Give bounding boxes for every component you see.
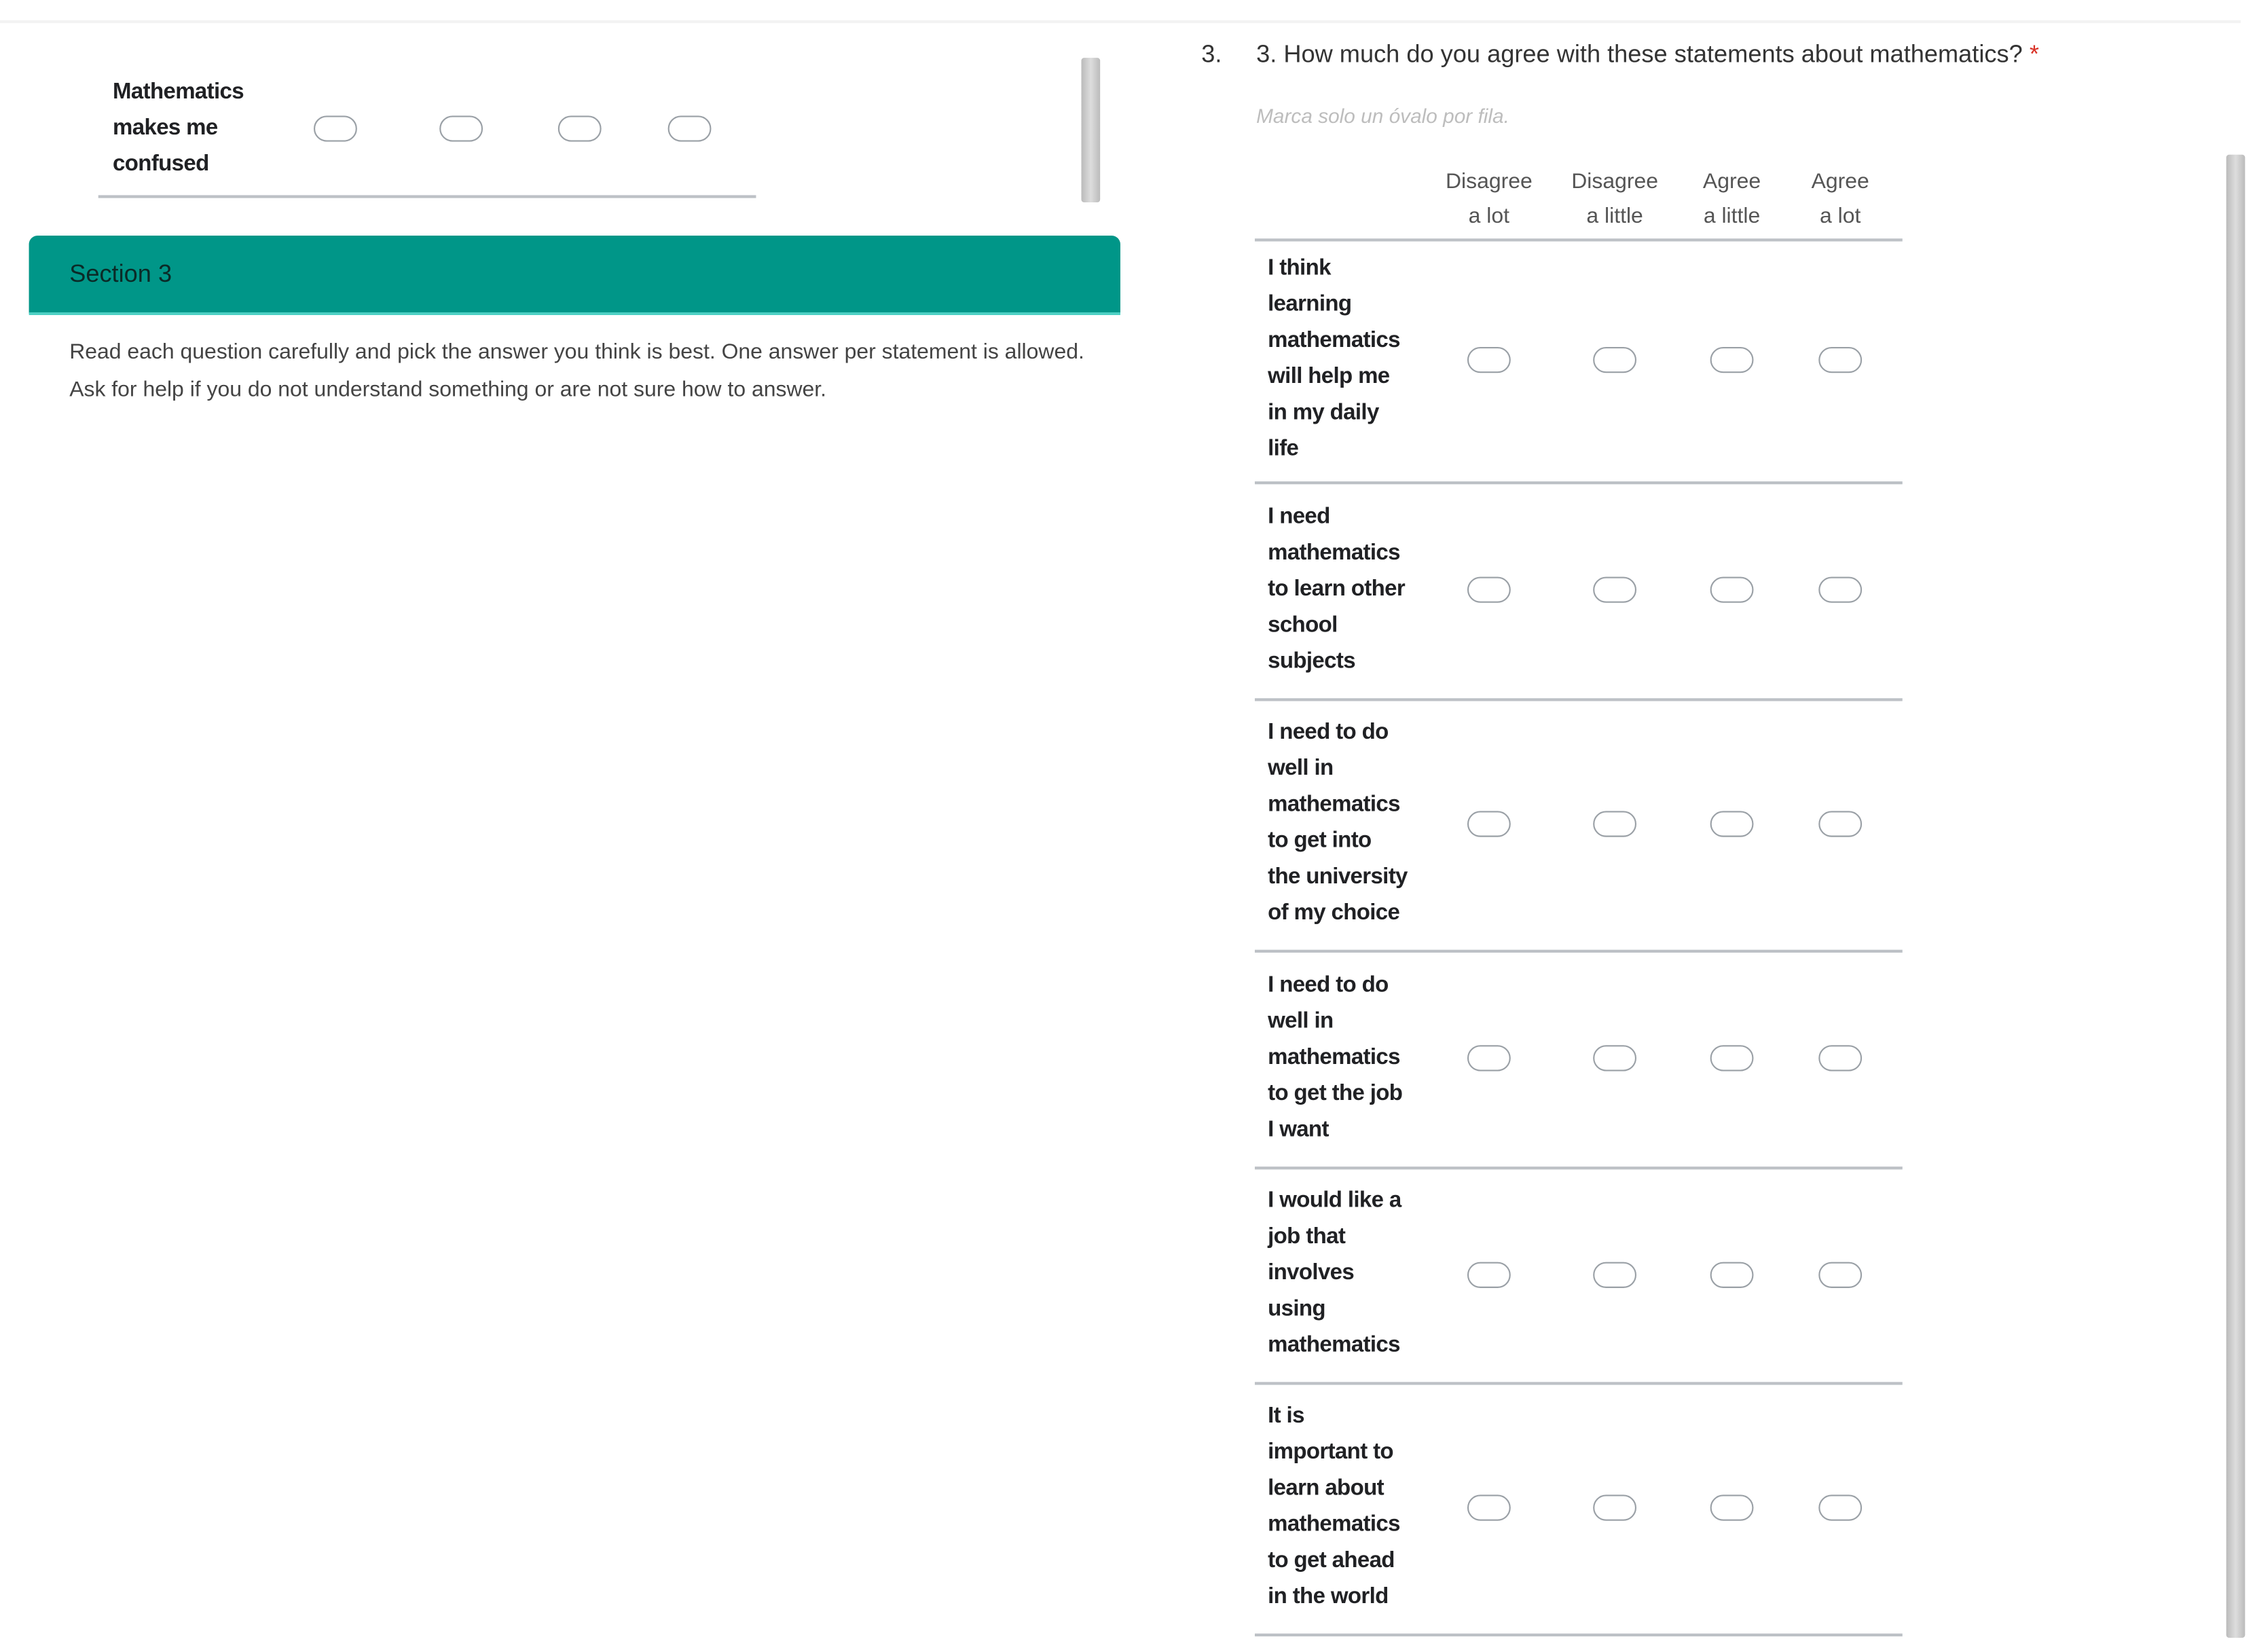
- radio-oval[interactable]: [1818, 347, 1862, 373]
- radio-oval[interactable]: [1467, 576, 1511, 602]
- grid-row-label-line: learn about: [1268, 1475, 1384, 1501]
- row-divider: [1255, 950, 1903, 953]
- grid-row-label: [1268, 714, 1408, 931]
- radio-oval[interactable]: [1710, 347, 1754, 373]
- question-text: 3. How much do you agree with these statements about mathematics?: [1256, 40, 2023, 69]
- grid-row-label-line: to get into: [1268, 828, 1372, 853]
- radio-oval[interactable]: [1710, 576, 1754, 602]
- radio-oval[interactable]: [1593, 1045, 1636, 1071]
- grid-row-label-line: mathematics: [1268, 1332, 1400, 1358]
- grid-row-label-line: subjects: [1268, 648, 1355, 674]
- grid-row-label-line: I think: [1268, 255, 1331, 281]
- grid-row-label-line: important to: [1268, 1439, 1393, 1465]
- grid-row-label-line: well in: [1268, 1008, 1334, 1033]
- radio-oval[interactable]: [1710, 811, 1754, 837]
- column-header-line: Disagree: [1445, 169, 1533, 194]
- grid-row-label-line: I want: [1268, 1116, 1329, 1141]
- grid-row-label-line: well in: [1268, 756, 1334, 781]
- grid-row-label-line: the university: [1268, 864, 1408, 889]
- grid-row-label-line: life: [1268, 436, 1299, 462]
- grid-row-label-line: job that: [1268, 1224, 1346, 1249]
- grid-row-label-line: learning: [1268, 292, 1352, 317]
- radio-oval[interactable]: [1818, 1494, 1862, 1520]
- grid-row-label-line: of my choice: [1268, 900, 1400, 925]
- radio-oval[interactable]: [1593, 811, 1636, 837]
- top-divider: [0, 20, 2241, 23]
- section-description: Read each question carefully and pick the answer you think is best. One answer per statement is allowed. Ask for help if you do not understand something or are not sure how to answer.: [69, 339, 1084, 401]
- column-header-line: a lot: [1820, 204, 1861, 229]
- grid-row-label-line: to learn other: [1268, 576, 1406, 601]
- section-header: [29, 236, 1120, 315]
- radio-oval[interactable]: [1467, 347, 1511, 373]
- radio-oval[interactable]: [314, 115, 357, 141]
- column-header-line: Agree: [1811, 169, 1869, 194]
- grid-row-label: [1268, 498, 1405, 678]
- question-number: 3.: [1201, 40, 1222, 69]
- column-header-line: Agree: [1702, 169, 1761, 194]
- grid-row-label: [1268, 1398, 1400, 1615]
- scrollbar-left[interactable]: [1081, 58, 1100, 202]
- radio-oval[interactable]: [558, 115, 602, 141]
- radio-oval[interactable]: [1467, 1494, 1511, 1520]
- grid-row-label-line: in the world: [1268, 1584, 1389, 1609]
- radio-oval[interactable]: [439, 115, 483, 141]
- question-title: [1256, 41, 2039, 70]
- radio-oval[interactable]: [1710, 1494, 1754, 1520]
- radio-oval[interactable]: [1593, 347, 1636, 373]
- radio-oval[interactable]: [1818, 576, 1862, 602]
- grid-row-label-line: I need to do: [1268, 972, 1389, 997]
- radio-oval[interactable]: [1818, 811, 1862, 837]
- prev-row-label: [113, 74, 244, 183]
- column-header: [1557, 165, 1672, 234]
- grid-row-label-line: mathematics: [1268, 792, 1400, 817]
- grid-row-label-line: mathematics: [1268, 328, 1400, 353]
- radio-oval[interactable]: [1710, 1045, 1754, 1071]
- row-divider: [1255, 481, 1903, 484]
- radio-oval[interactable]: [1710, 1262, 1754, 1287]
- grid-row-label-line: I need to do: [1268, 720, 1389, 745]
- row-divider: [1255, 1634, 1903, 1636]
- radio-oval[interactable]: [1818, 1262, 1862, 1287]
- grid-row-label-line: I need: [1268, 503, 1330, 529]
- grid-row-label-line: It is: [1268, 1403, 1304, 1429]
- section-title: Section 3: [69, 260, 172, 288]
- column-header: [1674, 165, 1789, 234]
- required-mark: *: [2029, 40, 2039, 69]
- column-header: [1782, 165, 1898, 234]
- scrollbar-right[interactable]: [2226, 155, 2245, 1638]
- grid-row-label-line: involves: [1268, 1260, 1355, 1285]
- prev-row-label-line: makes me: [113, 115, 218, 141]
- radio-oval[interactable]: [1467, 811, 1511, 837]
- radio-oval[interactable]: [668, 115, 712, 141]
- header-divider: [1255, 238, 1903, 241]
- grid-row-label-line: mathematics: [1268, 540, 1400, 565]
- radio-oval[interactable]: [1593, 576, 1636, 602]
- row-divider: [1255, 698, 1903, 701]
- prev-row-label-line: confused: [113, 151, 209, 177]
- grid-row-label-line: to get the job: [1268, 1080, 1403, 1105]
- column-header-line: a lot: [1468, 204, 1510, 229]
- row-divider: [1255, 1382, 1903, 1384]
- grid-row-label-line: mathematics: [1268, 1511, 1400, 1537]
- question-hint: Marca solo un óvalo por fila.: [1256, 104, 1509, 128]
- grid-row-label-line: to get ahead: [1268, 1548, 1395, 1573]
- radio-oval[interactable]: [1467, 1045, 1511, 1071]
- grid-row-label: [1268, 1183, 1401, 1363]
- grid-row-label-line: in my daily: [1268, 400, 1379, 425]
- grid-row-label-line: I would like a: [1268, 1188, 1401, 1213]
- column-header-line: a little: [1703, 204, 1761, 229]
- grid-row-label-line: using: [1268, 1296, 1325, 1321]
- radio-oval[interactable]: [1593, 1262, 1636, 1287]
- radio-oval[interactable]: [1467, 1262, 1511, 1287]
- grid-row-label: [1268, 966, 1402, 1147]
- radio-oval[interactable]: [1593, 1494, 1636, 1520]
- column-header-line: a little: [1586, 204, 1643, 229]
- prev-row-label-line: Mathematics: [113, 79, 244, 105]
- row-divider: [1255, 1167, 1903, 1169]
- grid-row-label-line: mathematics: [1268, 1044, 1400, 1069]
- column-header: [1431, 165, 1547, 234]
- grid-row-label: [1268, 250, 1400, 466]
- radio-oval[interactable]: [1818, 1045, 1862, 1071]
- column-header-line: Disagree: [1571, 169, 1658, 194]
- grid-row-label-line: school: [1268, 612, 1338, 637]
- grid-row-label-line: will help me: [1268, 364, 1390, 389]
- row-divider: [98, 195, 756, 198]
